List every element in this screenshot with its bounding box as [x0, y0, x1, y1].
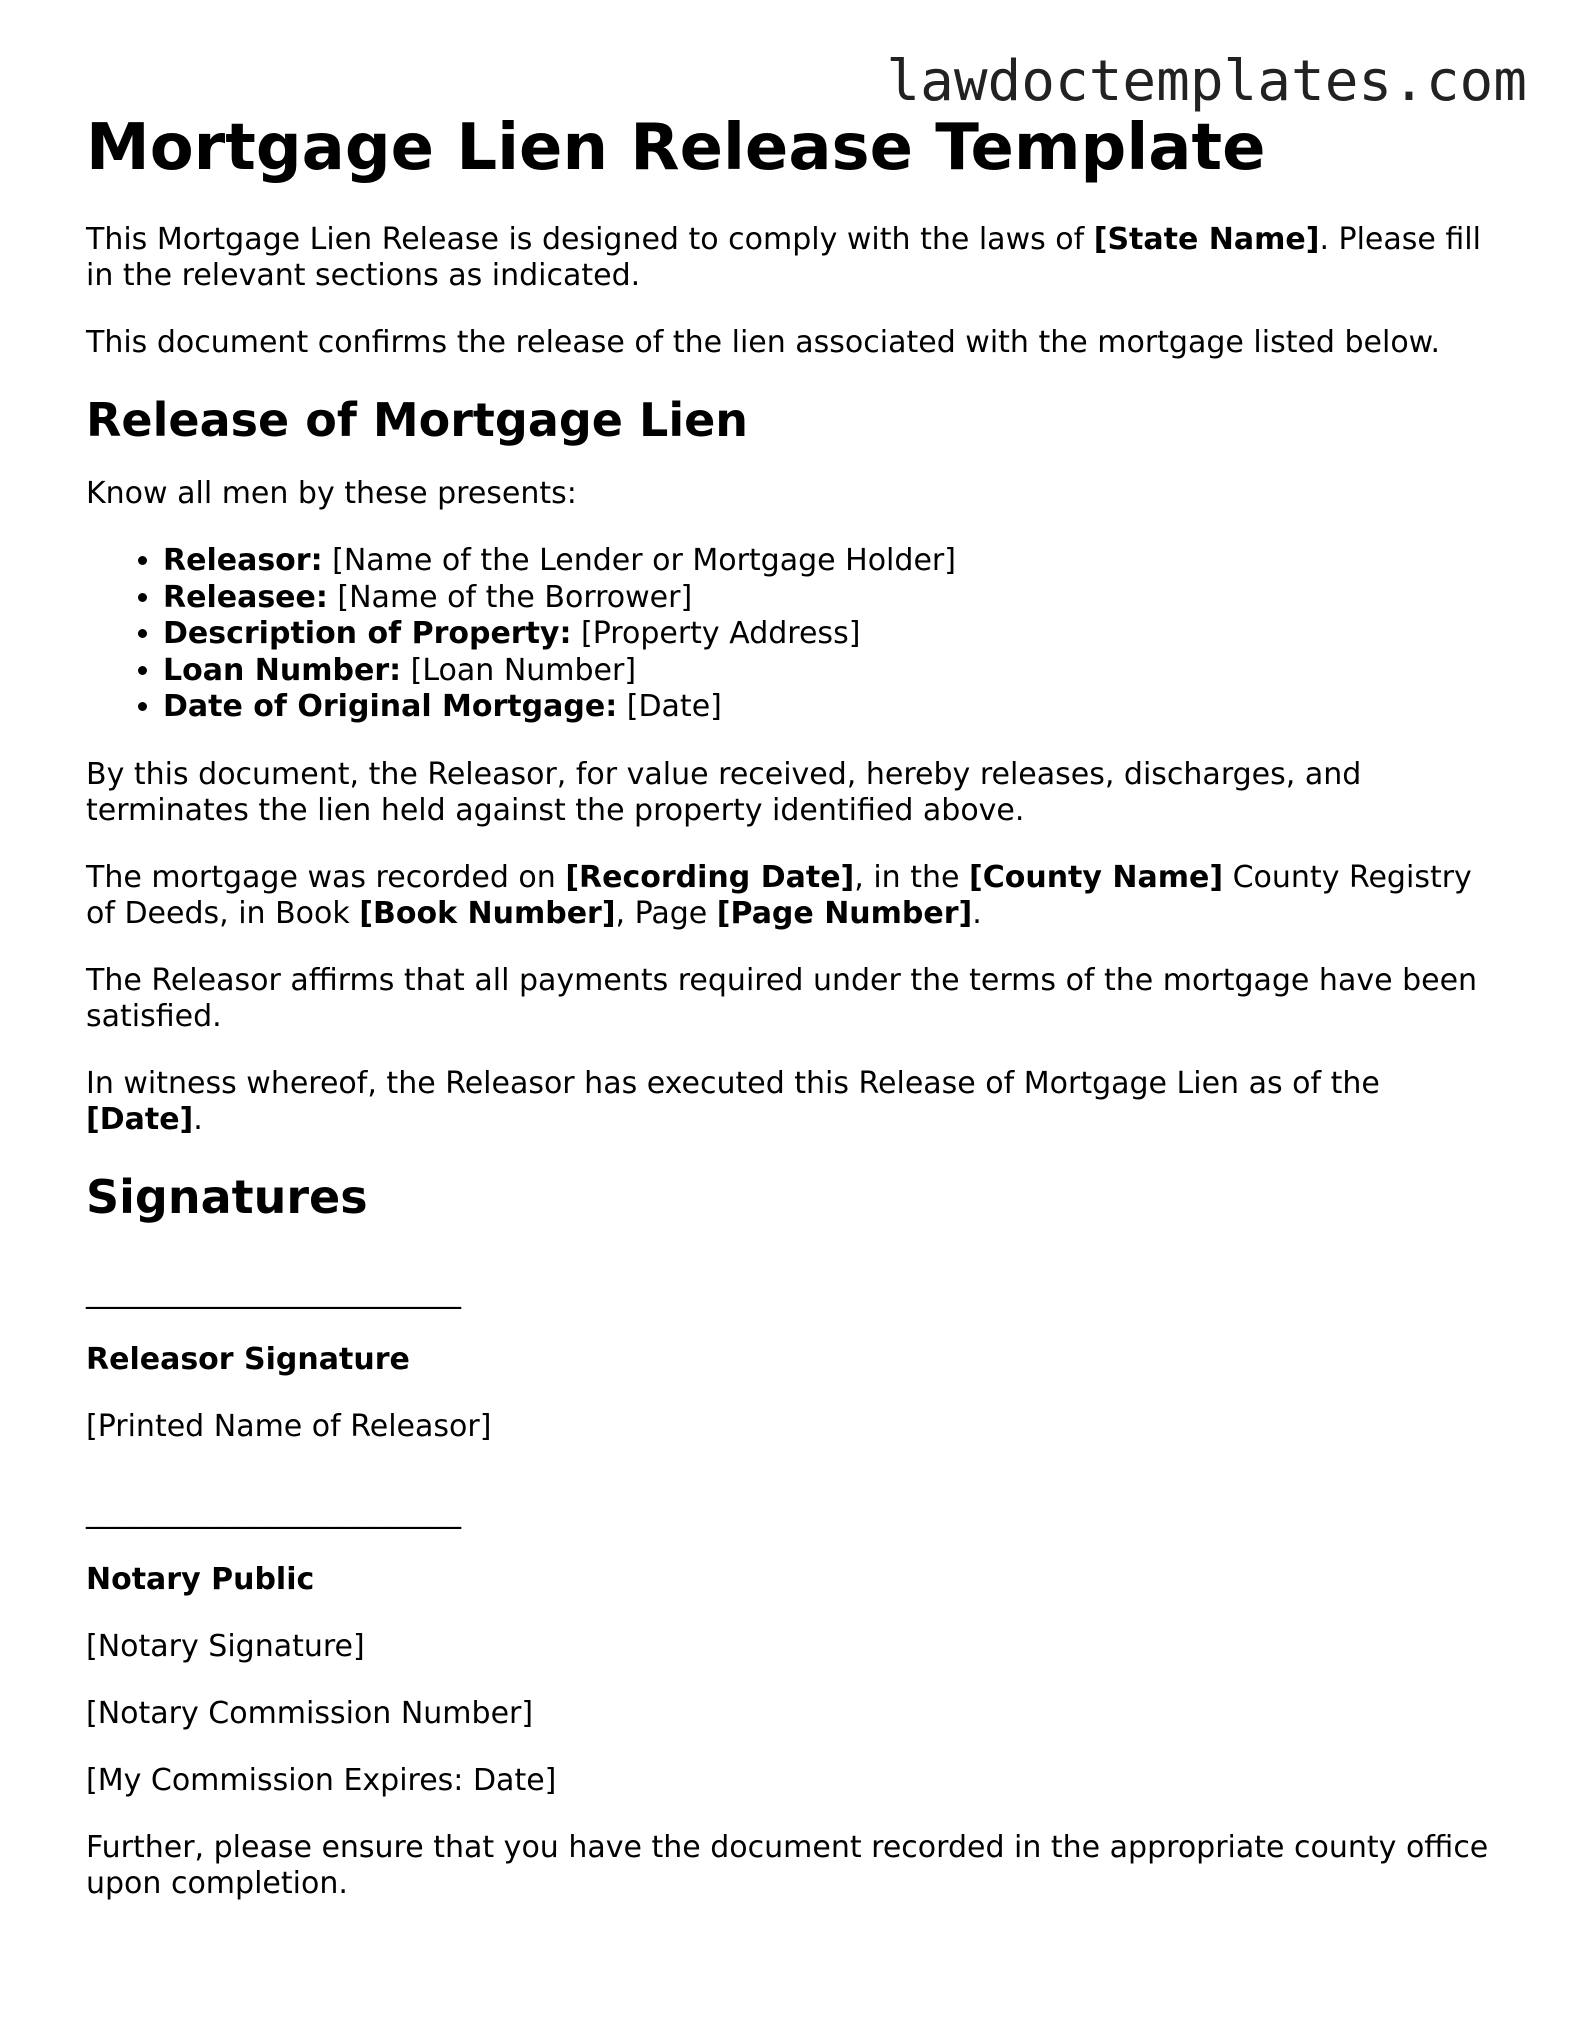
- document-body: [86, 112, 1496, 1933]
- list-item-loan-number: [163, 653, 1496, 690]
- item-value: [Date]: [617, 689, 722, 724]
- recording-text: , in the: [854, 859, 969, 895]
- county-name-placeholder: [County Name]: [969, 859, 1224, 895]
- recording-text: The mortgage was recorded on: [86, 859, 566, 895]
- witness-paragraph: [86, 1066, 1496, 1138]
- list-item-original-date: [163, 689, 1496, 726]
- witness-date-placeholder: [Date]: [86, 1101, 194, 1137]
- notary-signature-field: [Notary Signature]: [86, 1628, 365, 1664]
- opening-line: Know all men by these presents:: [86, 476, 577, 511]
- witness-text: In witness whereof, the Releasor has executed this Release of Mortgage Lien as of the: [86, 1065, 1380, 1101]
- notary-signature-line: _________________________: [86, 1494, 461, 1530]
- witness-text-end: .: [193, 1101, 203, 1137]
- item-label: Loan Number:: [163, 652, 402, 688]
- recording-text: , Page: [615, 895, 717, 931]
- item-value: [Name of the Borrower]: [327, 579, 693, 615]
- confirmation-paragraph: This document confirms the release of the lien associated with the mortgage listed below.: [86, 325, 1440, 360]
- signatures-heading: Signatures: [86, 1169, 368, 1224]
- recording-paragraph: [86, 860, 1496, 932]
- recording-text: .: [972, 895, 982, 931]
- item-label: Description of Property:: [163, 616, 572, 651]
- recording-text: County Registry of Deeds, in Book: [86, 859, 1472, 931]
- intro-paragraph: [86, 222, 1496, 294]
- release-paragraph: By this document, the Releasor, for value received, hereby releases, discharges, and terminates the lien held against the property identified above.: [86, 756, 1362, 828]
- releasor-signature-label: [86, 1342, 1496, 1378]
- notary-public-label: [86, 1562, 1496, 1598]
- releasor-label-text: Releasor Signature: [86, 1341, 410, 1377]
- intro-text-1: This Mortgage Lien Release is designed to comply with the laws of: [86, 222, 1094, 257]
- release-heading: Release of Mortgage Lien: [86, 393, 749, 447]
- document-title: Mortgage Lien Release Template: [86, 111, 1266, 185]
- list-item-releasor: [163, 543, 1496, 580]
- notary-commission-field: [Notary Commission Number]: [86, 1695, 534, 1731]
- list-item-releasee: [163, 580, 1496, 617]
- site-watermark: lawdoctemplates.com: [886, 49, 1527, 114]
- book-number-placeholder: [Book Number]: [359, 895, 616, 931]
- page-number-placeholder: [Page Number]: [716, 895, 973, 931]
- item-label: Releasee:: [163, 579, 328, 615]
- intro-text-2: . Please fill in the relevant sections as indicated.: [86, 222, 1481, 293]
- affirmation-paragraph: The Releasor affirms that all payments required under the terms of the mortgage have been satisfied.: [86, 962, 1478, 1034]
- releasor-printed-name: [Printed Name of Releasor]: [86, 1408, 492, 1444]
- state-name-placeholder: [State Name]: [1093, 222, 1320, 257]
- list-item-property: [163, 616, 1496, 653]
- notary-label-text: Notary Public: [86, 1561, 315, 1597]
- item-label: Date of Original Mortgage:: [163, 689, 618, 724]
- item-label: Releasor:: [163, 543, 323, 578]
- commission-expires-field: [My Commission Expires: Date]: [86, 1762, 557, 1798]
- party-details-list: [86, 543, 1496, 726]
- recording-date-placeholder: [Recording Date]: [565, 859, 855, 895]
- releasor-signature-line: _________________________: [86, 1274, 461, 1310]
- item-value: [Loan Number]: [401, 652, 637, 688]
- item-value: [Property Address]: [571, 616, 861, 651]
- closing-paragraph: Further, please ensure that you have the document recorded in the appropriate county office upon completion.: [86, 1829, 1489, 1901]
- item-value: [Name of the Lender or Mortgage Holder]: [322, 543, 956, 578]
